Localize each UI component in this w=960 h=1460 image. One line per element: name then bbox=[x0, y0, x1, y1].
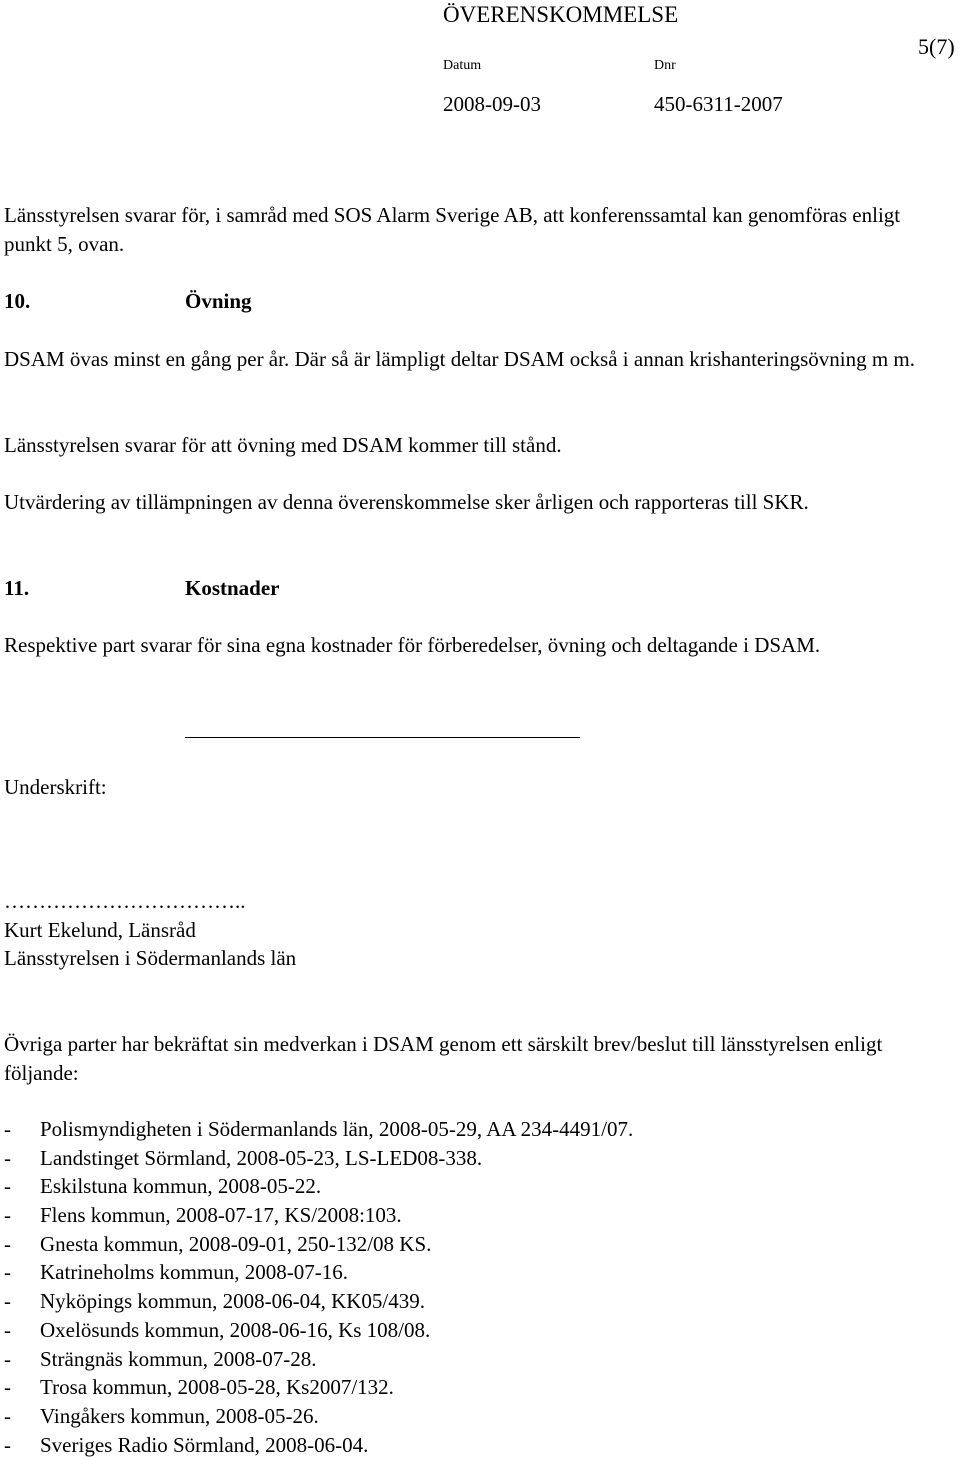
list-dash: - bbox=[4, 1260, 11, 1285]
section-10-title: Övning bbox=[185, 289, 252, 313]
signatory-name: Kurt Ekelund, Länsråd bbox=[4, 918, 196, 942]
section-10-paragraph: Utvärdering av tillämpningen av denna överenskommelse sker årligen och rapporteras till SKR. bbox=[4, 490, 809, 514]
signature-line bbox=[185, 737, 580, 738]
document-type-title: ÖVERENSKOMMELSE bbox=[443, 2, 679, 27]
party-text: Vingåkers kommun, 2008-05-26. bbox=[40, 1403, 319, 1428]
party-text: Katrineholms kommun, 2008-07-16. bbox=[40, 1260, 348, 1285]
signature-dots: …………………………….. bbox=[4, 889, 246, 913]
section-11-title: Kostnader bbox=[185, 576, 280, 600]
party-text: Nyköpings kommun, 2008-06-04, KK05/439. bbox=[40, 1289, 425, 1314]
party-text: Flens kommun, 2008-07-17, KS/2008:103. bbox=[40, 1203, 402, 1228]
section-10-heading bbox=[4, 287, 924, 316]
party-text: Eskilstuna kommun, 2008-05-22. bbox=[40, 1174, 322, 1199]
party-text: Trosa kommun, 2008-05-28, Ks2007/132. bbox=[40, 1375, 394, 1400]
page-number: 5(7) bbox=[918, 34, 955, 59]
section-10-number: 10. bbox=[4, 289, 31, 313]
intro-paragraph: Länsstyrelsen svarar för, i samråd med SOS Alarm Sverige AB, att konferenssamtal kan genomföras enligt punkt 5, ovan. bbox=[4, 203, 901, 256]
list-dash: - bbox=[4, 1289, 11, 1314]
dnr-label: Dnr bbox=[654, 58, 676, 73]
list-dash: - bbox=[4, 1317, 11, 1342]
list-dash: - bbox=[4, 1231, 11, 1256]
section-10-paragraph: Länsstyrelsen svarar för att övning med DSAM kommer till stånd. bbox=[4, 433, 562, 457]
party-text: Landstinget Sörmland, 2008-05-23, LS-LED08-338. bbox=[40, 1145, 483, 1170]
party-text: Oxelösunds kommun, 2008-06-16, Ks 108/08. bbox=[40, 1317, 431, 1342]
section-10-paragraph: DSAM övas minst en gång per år. Där så är lämpligt deltar DSAM också i annan krishanteringsövning m m. bbox=[4, 347, 915, 371]
list-dash: - bbox=[4, 1432, 11, 1457]
list-dash: - bbox=[4, 1145, 11, 1170]
party-text: Sveriges Radio Sörmland, 2008-06-04. bbox=[40, 1432, 369, 1457]
party-text: Strängnäs kommun, 2008-07-28. bbox=[40, 1346, 317, 1371]
dnr-value: 450-6311-2007 bbox=[654, 92, 783, 116]
section-11-heading bbox=[4, 574, 924, 603]
list-dash: - bbox=[4, 1346, 11, 1371]
datum-label: Datum bbox=[443, 58, 482, 73]
section-11-paragraph: Respektive part svarar för sina egna kostnader för förberedelser, övning och deltagande i DSAM. bbox=[4, 633, 821, 657]
list-dash: - bbox=[4, 1203, 11, 1228]
other-parties-intro: Övriga parter har bekräftat sin medverkan i DSAM genom ett särskilt brev/beslut till länsstyrelsen enligt följande: bbox=[4, 1032, 883, 1085]
signature-label: Underskrift: bbox=[4, 775, 107, 799]
section-11-number: 11. bbox=[4, 576, 30, 600]
datum-value: 2008-09-03 bbox=[443, 92, 541, 116]
party-text: Polismyndigheten i Södermanlands län, 2008-05-29, AA 234-4491/07. bbox=[40, 1117, 634, 1141]
list-dash: - bbox=[4, 1403, 11, 1428]
list-dash: - bbox=[4, 1174, 11, 1199]
party-text: Gnesta kommun, 2008-09-01, 250-132/08 KS. bbox=[40, 1231, 432, 1256]
list-dash: - bbox=[4, 1375, 11, 1400]
signatory-organization: Länsstyrelsen i Södermanlands län bbox=[4, 946, 297, 970]
list-dash: - bbox=[4, 1117, 11, 1141]
